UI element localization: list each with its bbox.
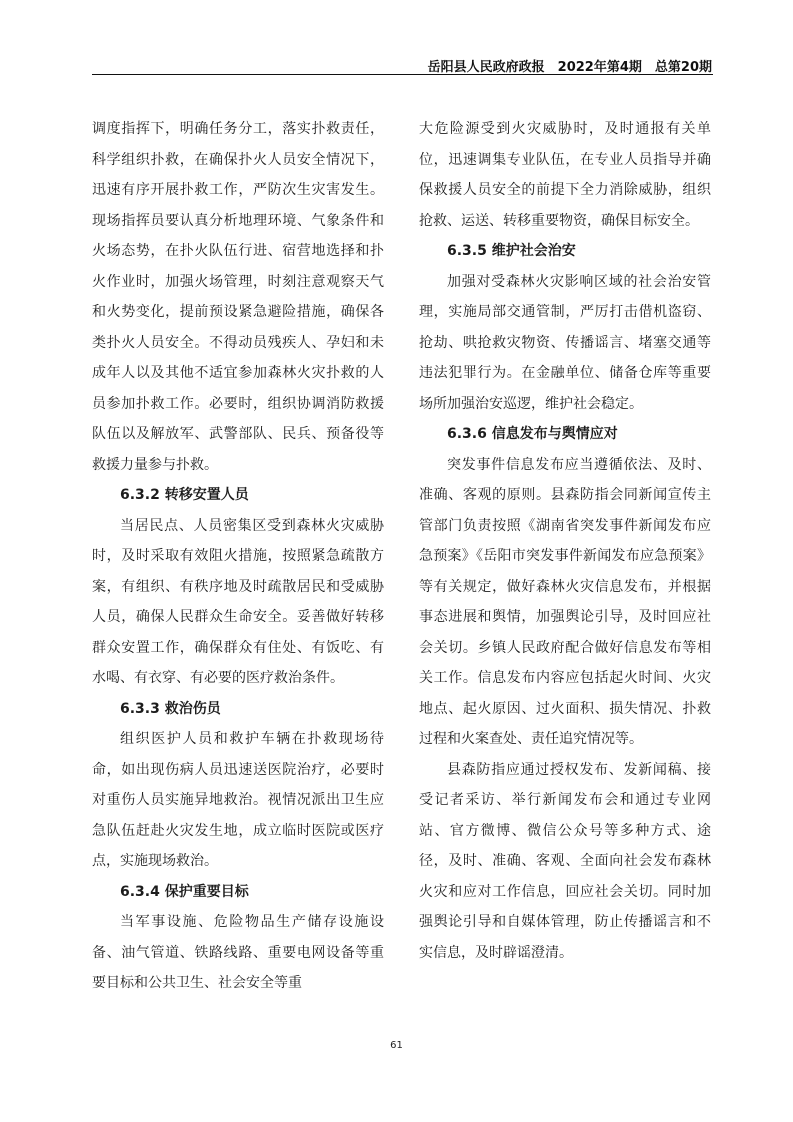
paragraph-6-3-2: 当居民点、人员密集区受到森林火灾威胁时，及时采取有效阻火措施，按照紧急疏散方案，有组织、有秩序地及时疏散居民和受威胁人员，确保人民群众生命安全。妥善做好转移群众安置工作，确保群众有住处、有饭吃、有水喝、有衣穿、有必要的医疗救治条件。 [92, 517, 384, 686]
paragraph-6-3-3: 组织医护人员和救护车辆在扑救现场待命，如出现伤病人员迅速送医院治疗，必要时对重伤人员实施异地救治。视情况派出卫生应急队伍赶赴火灾发生地，成立临时医院或医疗点，实施现场救治。 [92, 731, 384, 869]
paragraph-6-3-5: 加强对受森林火灾影响区域的社会治安管理，实施局部交通管制，严厉打击借机盗窃、抢劫、哄抢救灾物资、传播谣言、堵塞交通等违法犯罪行为。在金融单位、储备仓库等重要场所加强治安巡逻，维护社会稳定。 [419, 273, 711, 412]
header-divider [92, 74, 713, 75]
running-header: 岳阳县人民政府政报 2022年第4期 总第20期 [427, 60, 712, 75]
section-heading-6-3-6: 6.3.6 信息发布与舆情应对 [447, 426, 618, 442]
paragraph-continued: 调度指挥下，明确任务分工，落实扑救责任，科学组织扑救，在确保扑火人员安全情况下，迅速有序开展扑救工作，严防次生灾害发生。现场指挥员要认真分析地理环境、气象条件和火场态势，在扑火队伍行进、宿营地选择和扑火作业时，加强火场管理，时刻注意观察天气和火势变化，提前预设紧急避险措施，确保各类扑火人员安全。不得动员残疾人、孕妇和未成年人以及其他不适宜参加森林火灾扑救的人员参加扑救工作。必要时，组织协调消防救援队伍以及解放军、武警部队、民兵、预备役等救援力量参与扑救。 [92, 121, 384, 473]
paragraph-6-3-6-a: 突发事件信息发布应当遵循依法、及时、准确、客观的原则。县森防指会同新闻宣传主管部门负责按照《湖南省突发事件新闻发布应急预案》《岳阳市突发事件新闻发布应急预案》等有关规定，做好森林火灾信息发布，并根据事态进展和舆情，加强舆论引导，及时回应社会关切。乡镇人民政府配合做好信息发布等相关工作。信息发布内容应包括起火时间、火灾地点、起火原因、过火面积、损失情况、扑救过程和火案查处、责任追究情况等。 [419, 456, 711, 747]
section-heading-6-3-4: 6.3.4 保护重要目标 [120, 883, 249, 900]
page-number: 61 [390, 1040, 403, 1051]
right-column [419, 114, 711, 968]
section-heading-6-3-2: 6.3.2 转移安置人员 [120, 487, 249, 503]
section-heading-6-3-5: 6.3.5 维护社会治安 [447, 243, 576, 259]
paragraph-6-3-6-b: 县森防指应通过授权发布、发新闻稿、接受记者采访、举行新闻发布会和通过专业网站、官方微博、微信公众号等多种方式、途径，及时、准确、客观、全面向社会发布森林火灾和应对工作信息，回应社会关切。同时加强舆论引导和自媒体管理，防止传播谣言和不实信息，及时辟谣澄清。 [419, 761, 711, 961]
paragraph-6-3-4: 当军事设施、危险物品生产储存设施设备、油气管道、铁路线路、重要电网设备等重要目标和公共卫生、社会安全等重 [92, 914, 384, 991]
paragraph-6-3-4-continued: 大危险源受到火灾威胁时，及时通报有关单位，迅速调集专业队伍，在专业人员指导并确保救援人员安全的前提下全力消除威胁，组织抢救、运送、转移重要物资，确保目标安全。 [419, 121, 711, 229]
section-heading-6-3-3: 6.3.3 救治伤员 [120, 700, 221, 717]
left-column [92, 114, 384, 999]
